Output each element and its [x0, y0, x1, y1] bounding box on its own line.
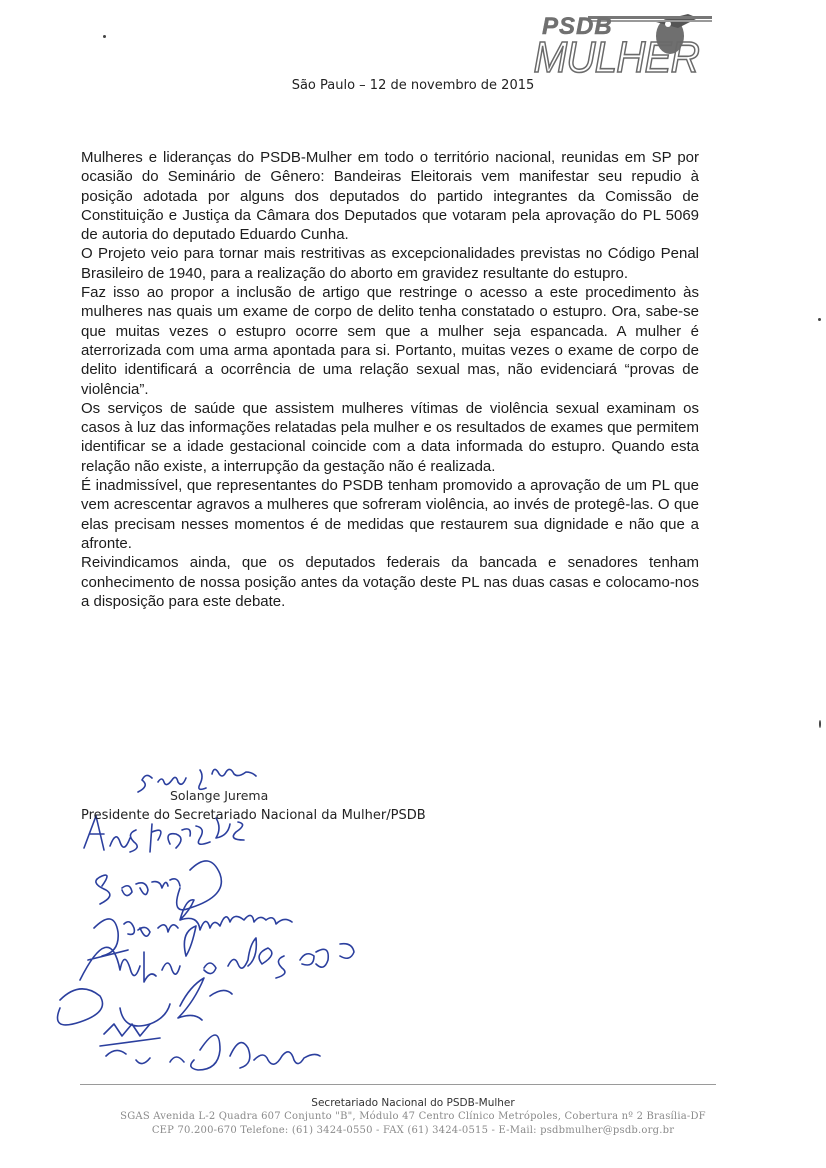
scan-speck — [103, 35, 106, 38]
footer-address: SGAS Avenida L-2 Quadra 607 Conjunto "B", Módulo 47 Centro Clínico Metrópoles, Cobertura nº 2 Brasília-DF — [120, 1111, 706, 1122]
footer-divider — [80, 1084, 716, 1085]
dateline: São Paulo – 12 de novembro de 2015 — [291, 78, 535, 93]
logo-psdb-text: PSDB — [542, 13, 613, 40]
paragraph: Os serviços de saúde que assistem mulheres vítimas de violência sexual examinam os casos à luz das informações relatadas pela mulher e os resultados de exames que permitem identificar se a idade gestacional coincide com a data informada do estupro. Quando esta relação não existe, a interrupção da gestação não é realizada. — [81, 399, 699, 475]
paragraph: Reivindicamos ainda, que os deputados federais da bancada e senadores tenham conhecimento de nossa posição antes da votação deste PL nas duas casas e colocamo-nos a disposição para este debate. — [81, 554, 699, 610]
paragraph: O Projeto veio para tornar mais restritivas as excepcionalidades previstas no Código Penal Brasileiro de 1940, para a realização do aborto em gravidez resultante do estupro. — [81, 245, 699, 282]
signatory-name: Solange Jurema — [170, 788, 269, 803]
footer-contact: CEP 70.200-670 Telefone: (61) 3424-0550 - FAX (61) 3424-0515 - E-Mail: psdbmulher@psdb.org.br — [151, 1125, 675, 1136]
scan-speck — [819, 720, 821, 728]
paragraph: Faz isso ao propor a inclusão de artigo que restringe o acesso a este procedimento às mulheres nas quais um exame de corpo de delito tenha constatado o estupro. Ora, sabe-se que muitas vezes o estupro ocorre sem que a mulher seja espancada. A mulher é aterrorizada com uma arma apontada para si. Portanto, muitas vezes o exame de corpo de delito identificará a ocorrência de uma relação sexual mas, não evidenciará “provas de violência”. — [81, 284, 699, 398]
psdb-mulher-logo — [528, 8, 714, 78]
paragraph: É inadmissível, que representantes do PSDB tenham promovido a aprovação de um PL que vem acrescentar agravos a mulheres que sofreram violência, ao invés de protegê-las. O que elas precisam nesses momentos é de medidas que restaurem sua dignidade e não que a afronte. — [81, 477, 699, 552]
footer-title: Secretariado Nacional do PSDB-Mulher — [311, 1097, 515, 1109]
paragraph: Mulheres e lideranças do PSDB-Mulher em todo o território nacional, reunidas em SP por ocasião do Seminário de Gênero: Bandeiras Eleitorais vem manifestar seu repudio à posição adotada por alguns dos deputados do partido integrantes da Comissão de Constituição e Justiça da Câmara dos Deputados que votaram pela aprovação do PL 5069 de autoria do deputado Eduardo Cunha. — [81, 149, 699, 244]
signatory-role: Presidente do Secretariado Nacional da Mulher/PSDB — [81, 808, 426, 823]
letter-body — [81, 148, 699, 611]
logo-mulher-text: MULHER — [533, 32, 699, 78]
scan-speck — [818, 318, 821, 321]
